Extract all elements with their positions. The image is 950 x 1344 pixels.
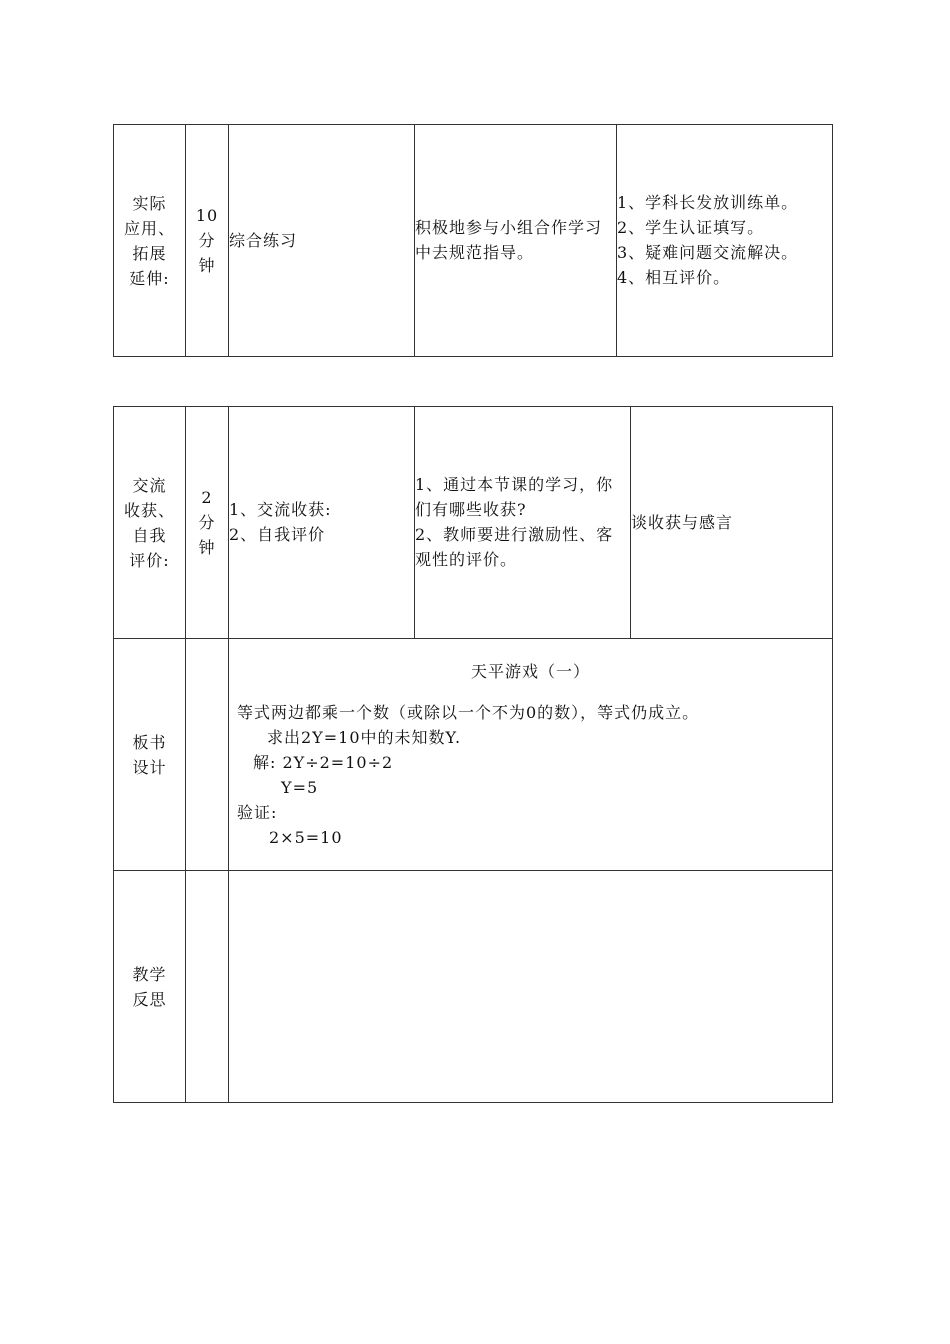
board-line: 等式两边都乘一个数（或除以一个不为0的数），等式仍成立。 <box>237 703 700 722</box>
reflection-label-line: 教学 <box>132 964 167 984</box>
student-activity-cell <box>631 407 833 639</box>
student-activity-line: 4、相互评价。 <box>617 268 731 287</box>
time-line: 钟 <box>198 538 216 557</box>
student-activity-line: 3、疑难问题交流解决。 <box>617 243 799 262</box>
reflection-label-line: 反思 <box>132 989 167 1009</box>
board-title: 天平游戏（一） <box>470 662 590 681</box>
empty-time-cell <box>186 639 229 871</box>
stage-line: 应用、 <box>123 218 175 238</box>
content-cell <box>229 407 415 639</box>
time-line: 10 <box>195 206 219 225</box>
board-line: 求出2Y=10中的未知数Y. <box>267 728 462 747</box>
student-activity-cell <box>617 125 833 357</box>
empty-time-cell <box>186 871 229 1103</box>
time-line: 2 <box>201 488 213 507</box>
content-line: 2、自我评价 <box>229 525 326 544</box>
stage-line: 自我 <box>132 525 167 545</box>
reflection-label-cell <box>114 871 186 1103</box>
content-cell <box>229 125 415 357</box>
teacher-activity-line: 2、教师要进行激励性、客观性的评价。 <box>415 525 614 569</box>
table-row <box>114 407 833 639</box>
time-line: 分 <box>198 513 216 532</box>
stage-line: 延伸: <box>129 268 170 288</box>
teacher-activity-text: 积极地参与小组合作学习中去规范指导。 <box>415 218 603 262</box>
time-line: 钟 <box>198 256 216 275</box>
stage-cell <box>114 407 186 639</box>
teacher-activity-cell <box>415 407 631 639</box>
board-line: 验证: <box>237 803 278 822</box>
board-label-cell <box>114 639 186 871</box>
stage-line: 收获、 <box>123 500 175 520</box>
table-row <box>114 871 833 1103</box>
teacher-activity-line: 1、通过本节课的学习，你们有哪些收获? <box>415 475 614 519</box>
board-line: 解: 2Y÷2=10÷2 <box>253 753 394 772</box>
board-design-cell <box>229 639 833 871</box>
student-activity-line: 2、学生认证填写。 <box>617 218 765 237</box>
student-activity-text: 谈收获与感言 <box>631 513 734 532</box>
reflection-content-cell <box>229 871 833 1103</box>
lesson-table-2 <box>113 406 833 1103</box>
content-line: 1、交流收获: <box>229 500 332 519</box>
content-text: 综合练习 <box>229 231 298 250</box>
board-label-line: 设计 <box>132 757 167 777</box>
stage-cell <box>114 125 186 357</box>
board-line: 2×5=10 <box>269 828 343 847</box>
time-cell <box>186 407 229 639</box>
teacher-activity-cell <box>415 125 617 357</box>
stage-line: 交流 <box>132 475 167 495</box>
time-cell <box>186 125 229 357</box>
stage-line: 拓展 <box>132 243 167 263</box>
table-row <box>114 639 833 871</box>
student-activity-line: 1、学科长发放训练单。 <box>617 193 799 212</box>
board-line: Y=5 <box>281 778 319 797</box>
lesson-table-1 <box>113 124 833 357</box>
stage-line: 实际 <box>132 193 167 213</box>
table-row <box>114 125 833 357</box>
board-label-line: 板书 <box>132 732 167 752</box>
time-line: 分 <box>198 231 216 250</box>
stage-line: 评价: <box>129 550 170 570</box>
